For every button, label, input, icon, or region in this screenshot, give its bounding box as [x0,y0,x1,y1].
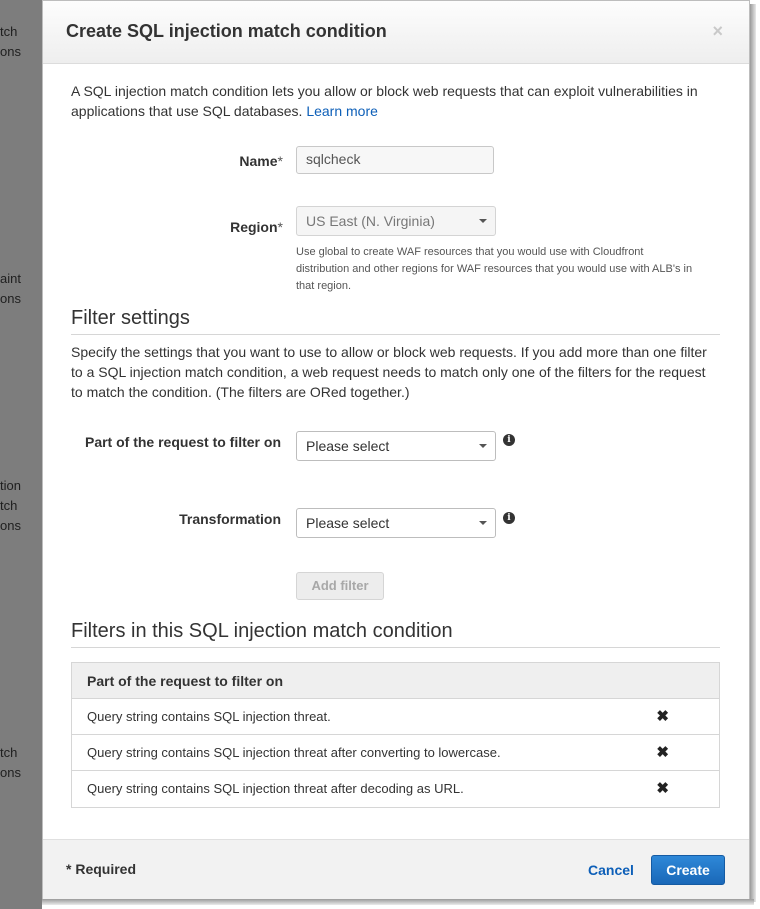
chevron-down-icon [479,219,487,223]
region-select [296,206,496,236]
part-of-request-label: Part of the request to filter on [84,434,281,450]
divider [71,334,720,335]
table-row [72,735,719,771]
delete-icon[interactable]: ✖ [656,744,669,761]
region-label-text: Region [230,219,278,235]
part-of-request-value: Please select [306,438,390,454]
close-icon[interactable]: × [712,21,723,41]
modal-shadow [750,4,756,902]
name-label-text: Name [239,153,278,169]
required-note: * Required [66,861,137,877]
delete-icon[interactable]: ✖ [656,780,669,797]
background-text: tion [0,478,21,493]
filter-row-text: Query string contains SQL injection threat after converting to lowercase. [87,745,501,760]
region-label [203,219,283,235]
filter-row-text: Query string contains SQL injection threat after decoding as URL. [87,781,464,796]
intro-description: A SQL injection match condition lets you allow or block web requests that can exploit vulnerabilities in applications that use SQL databases. [71,83,698,119]
name-label [203,153,283,169]
required-marker: * [277,219,283,235]
learn-more-link[interactable]: Learn more [306,103,378,119]
cancel-button[interactable]: Cancel [588,862,634,878]
filters-heading: Filters in this SQL injection match condition [71,620,453,642]
delete-icon[interactable]: ✖ [656,708,669,725]
background-text: tch [0,498,18,513]
table-row [72,699,719,735]
background-text: ons [0,44,21,59]
chevron-down-icon [479,444,487,448]
background-page [0,0,42,909]
region-value: US East (N. Virginia) [306,213,435,229]
modal-shadow [42,899,754,905]
region-help-text: Use global to create WAF resources that you would use with Cloudfront distribution and other regions for WAF resources that you would use with ALB's in that region. [296,246,693,292]
filter-row-text: Query string contains SQL injection threat. [87,709,331,724]
divider [71,647,720,648]
table-row [72,771,719,807]
part-of-request-select[interactable] [296,431,496,461]
chevron-down-icon [479,521,487,525]
filters-table [71,662,720,808]
filter-settings-description: Specify the settings that you want to use to allow or block web requests. If you add more than one filter to a SQL injection match condition, a web request needs to match only one of the filters for the request to match the condition. (The filters are ORed together.) [71,344,707,400]
modal-title: Create SQL injection match condition [66,21,387,41]
background-text: tch [0,745,18,760]
background-text: ons [0,291,21,306]
required-marker: * [277,153,283,169]
info-icon[interactable]: i [503,512,515,524]
background-text: tch [0,24,18,39]
add-filter-button: Add filter [296,572,384,600]
name-input[interactable]: sqlcheck [296,146,494,174]
filter-settings-heading: Filter settings [71,307,190,329]
modal-footer [43,839,749,899]
create-sql-injection-modal [42,0,750,899]
transformation-value: Please select [306,515,390,531]
info-icon[interactable]: i [503,434,515,446]
create-button[interactable]: Create [651,855,725,885]
intro-text [71,81,711,121]
background-text: aint [0,271,21,286]
background-text: ons [0,765,21,780]
transformation-select[interactable] [296,508,496,538]
transformation-label: Transformation [179,511,281,527]
modal-header [43,1,749,64]
background-text: ons [0,518,21,533]
filters-table-header: Part of the request to filter on [72,663,719,699]
